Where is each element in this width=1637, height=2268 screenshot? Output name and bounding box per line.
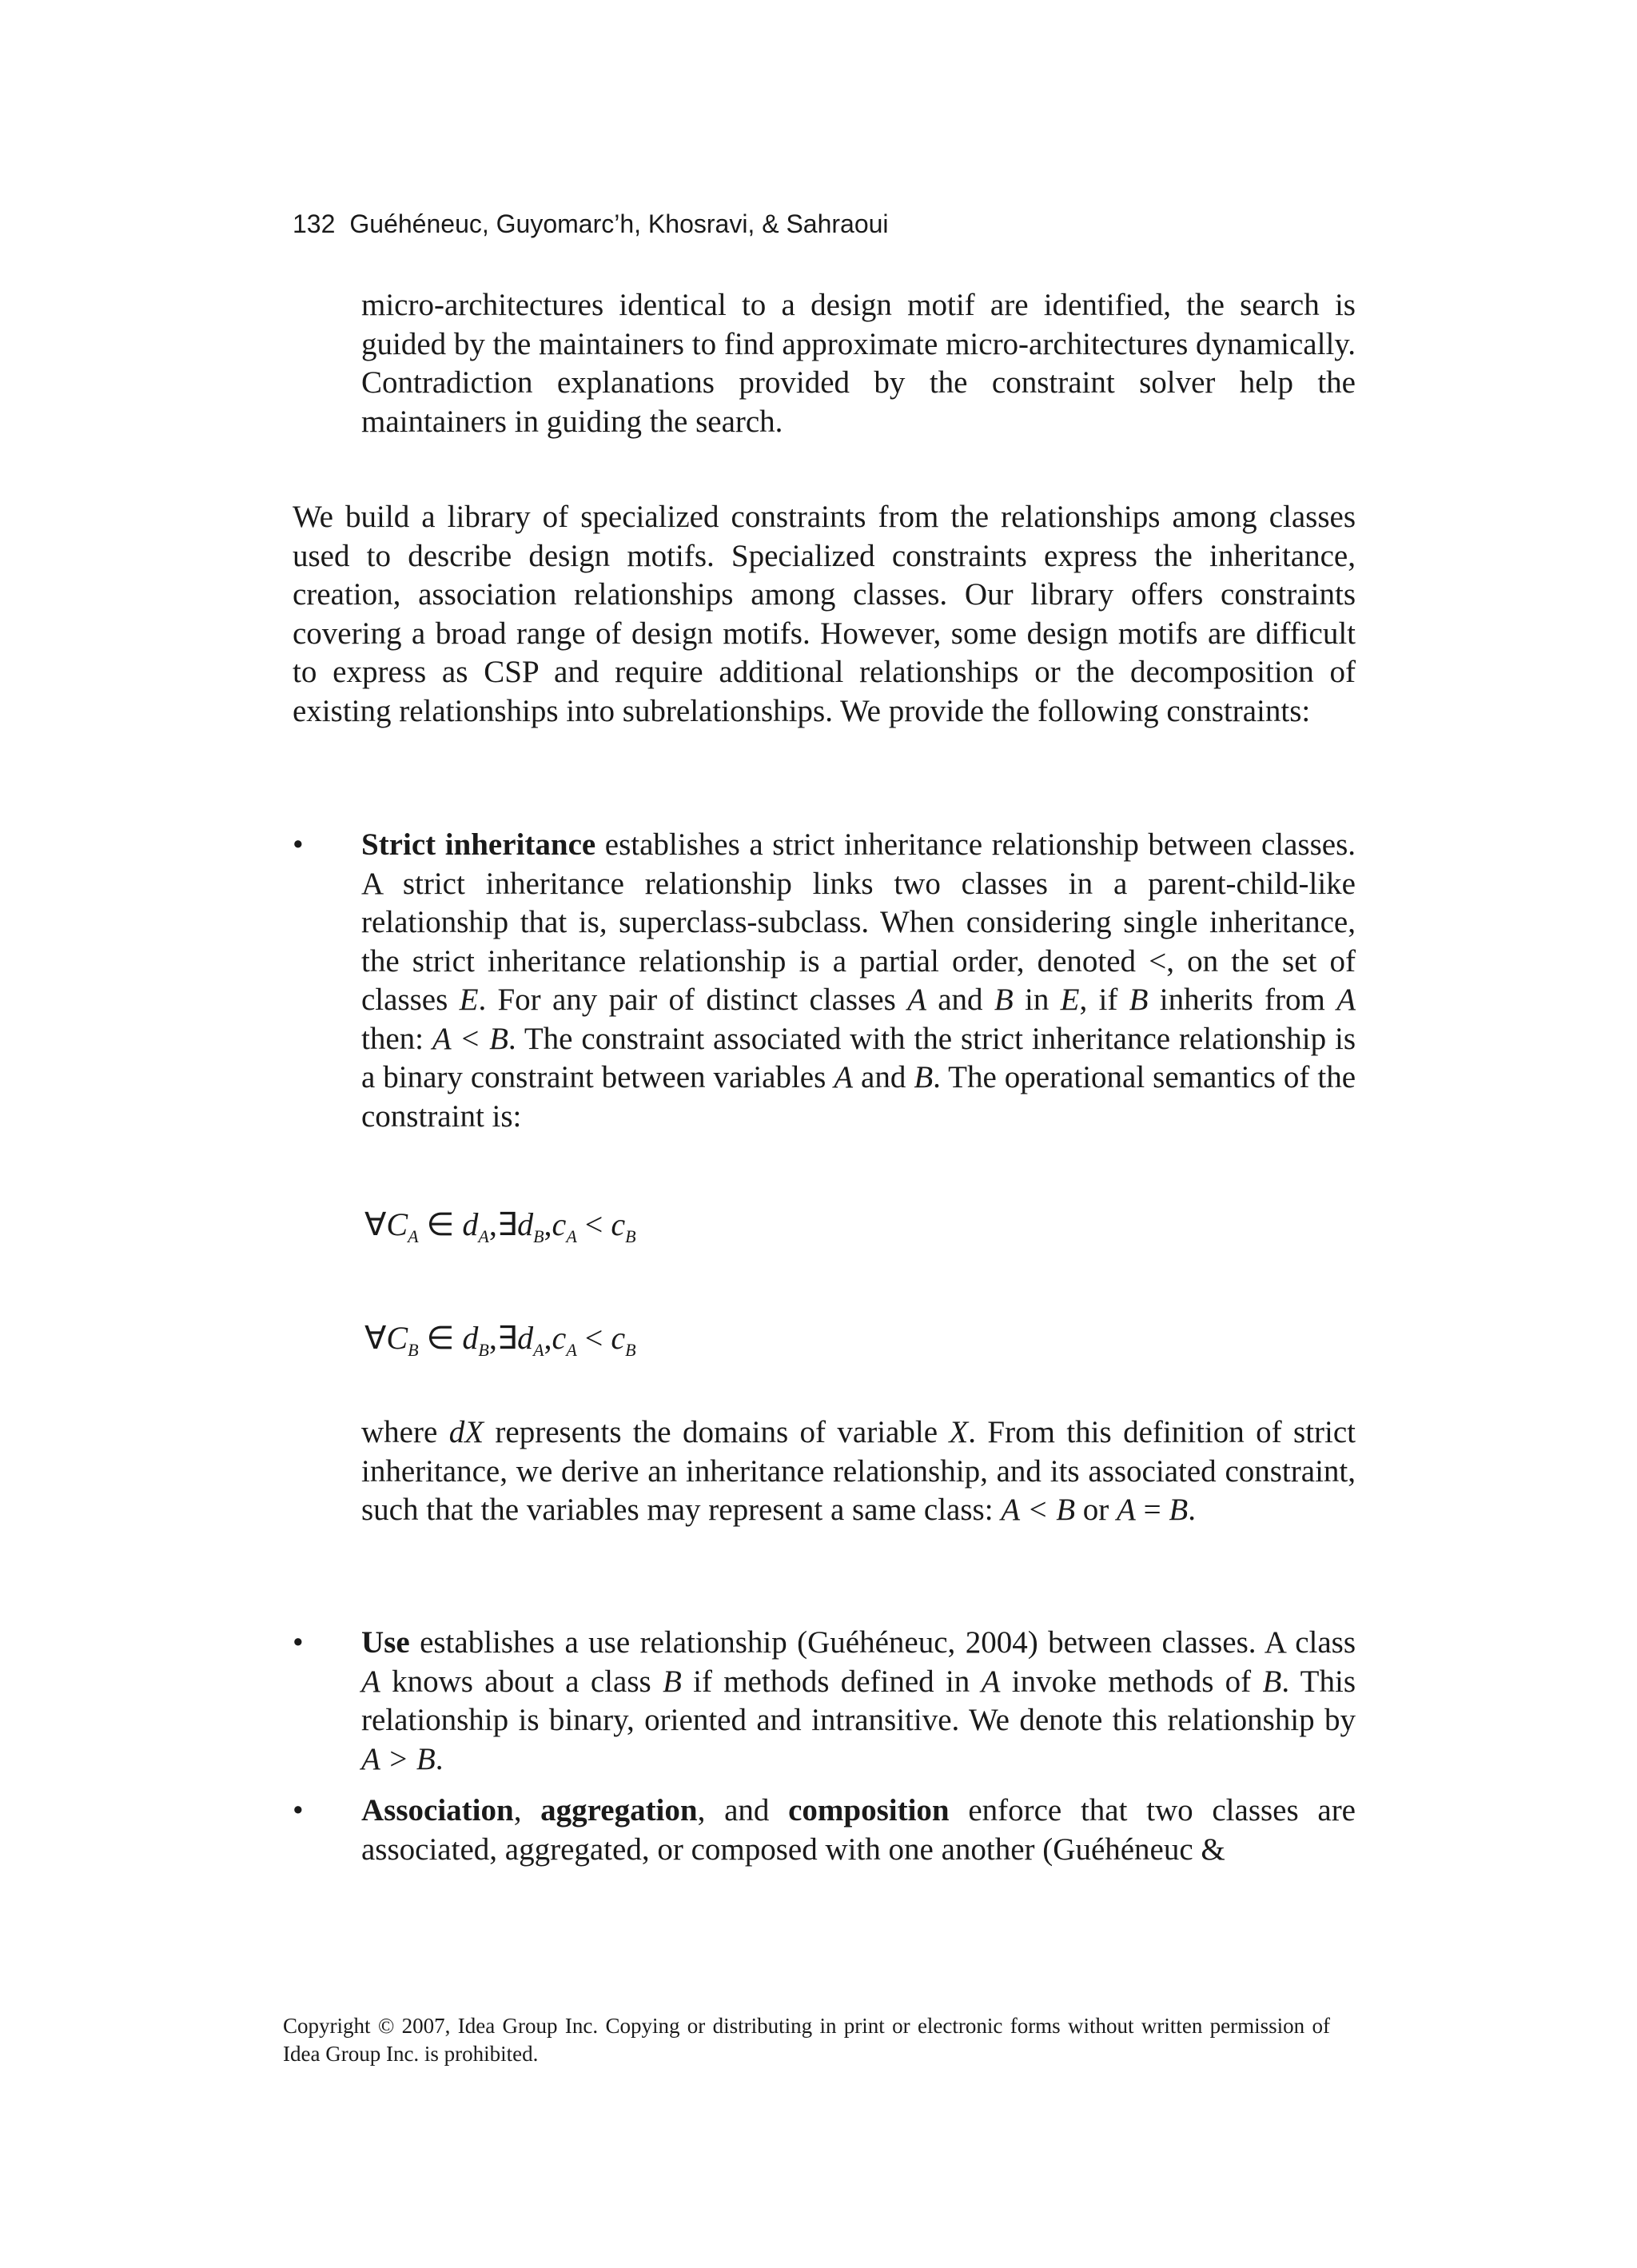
eq-sub: B: [625, 1226, 636, 1246]
relation: A > B: [361, 1741, 436, 1776]
eq-var: d: [462, 1320, 479, 1356]
text: inherits from: [1148, 983, 1337, 1017]
text: and: [853, 1060, 914, 1094]
var: A: [1117, 1493, 1136, 1527]
var: E: [459, 983, 479, 1017]
relation: A < B: [432, 1021, 508, 1056]
element-of-symbol: ∈: [418, 1206, 463, 1242]
intro-paragraph: We build a library of specialized constraints from the relationships among classes used to describe design motifs. Specialized constraints express the inheritance, creation, association relationships among classes. Our library offers constraints covering a broad range of design motifs. However, some design motifs are difficult to express as CSP and require additional relationships or the decomposition of existing relationships into subrelationships. We provide the following constraints:: [293, 500, 1356, 728]
var: E: [1060, 983, 1080, 1017]
text: establishes a use relationship (Guéhéneuc, 2004) between classes. A class: [409, 1625, 1356, 1660]
eq-comma: ,: [544, 1206, 552, 1242]
bullet-marker: •: [293, 1793, 304, 1828]
var: A: [1336, 983, 1356, 1017]
var: A: [361, 1664, 380, 1699]
eq-sub: A: [408, 1226, 419, 1246]
text: establishes a strict inheritance relationship between classes. A strict inheritance relationship links two classes in a parent-child-like relationship that is: [361, 827, 1356, 939]
copyright-footer: Copyright © 2007, Idea Group Inc. Copying or distributing in print or electronic forms without written permission of Idea Group Inc. is prohibited.: [283, 2014, 1330, 2066]
eq-sub: A: [478, 1226, 489, 1246]
term-association: Association: [361, 1793, 514, 1828]
association-item: [361, 1792, 1356, 1869]
less-than-symbol: <: [576, 1206, 611, 1242]
eq-var: C: [386, 1206, 408, 1242]
eq-sub: B: [478, 1340, 489, 1360]
text: .: [435, 1741, 444, 1776]
header-authors: Guéhéneuc, Guyomarc’h, Khosravi, & Sahraoui: [349, 209, 889, 238]
exists-symbol: ,∃: [488, 1206, 518, 1242]
var: B: [1262, 1664, 1282, 1699]
var: A: [907, 983, 926, 1017]
forall-symbol: ∀: [364, 1206, 387, 1242]
eq-var: c: [552, 1320, 567, 1356]
text: if methods defined in: [681, 1664, 982, 1699]
var: B: [1169, 1493, 1189, 1527]
text: represents the domains of variable: [484, 1415, 950, 1449]
exists-symbol: ,∃: [488, 1320, 518, 1356]
text: in: [1013, 983, 1061, 1017]
term-use: Use: [361, 1625, 410, 1660]
text: ,: [513, 1793, 541, 1828]
text: . The constraint associated with the strict inheritance relationship is a binary constraint between variables: [361, 1021, 1356, 1094]
text: . For any pair of distinct classes: [478, 983, 908, 1017]
eq-sub: B: [625, 1340, 636, 1360]
text: .: [1188, 1493, 1196, 1527]
term-composition: composition: [788, 1793, 950, 1828]
text: invoke methods of: [1000, 1664, 1263, 1699]
var: A: [834, 1060, 854, 1094]
text: =: [1135, 1493, 1169, 1527]
eq-comma: ,: [544, 1320, 552, 1356]
use-item: [361, 1624, 1356, 1779]
text: or: [1075, 1493, 1117, 1527]
text: The operational semantics of the constraint is:: [361, 1060, 1356, 1134]
text: .: [933, 1060, 941, 1094]
eq-var: d: [517, 1206, 534, 1242]
strict-inheritance-item: [361, 826, 1356, 1136]
element-of-symbol: ∈: [418, 1320, 463, 1356]
term-strict-inheritance: Strict inheritance: [361, 827, 596, 862]
text: enforce that two classes are associated, aggregated, or composed with one another (Guéhéneuc &: [361, 1793, 1356, 1867]
text: , and: [697, 1793, 789, 1828]
text: and: [926, 983, 994, 1017]
text: . From this definition of strict inheritance, we derive an inheritance relationship, and its associated constraint, such that the variables may represent a same class:: [361, 1415, 1356, 1527]
page-number: 132: [293, 209, 336, 238]
term-aggregation: aggregation: [540, 1793, 698, 1828]
var: B: [994, 983, 1014, 1017]
eq-var: d: [462, 1206, 479, 1242]
equation-2: [364, 1319, 636, 1361]
bullet-marker: •: [293, 827, 304, 862]
eq-var: c: [611, 1206, 626, 1242]
equation-1: [364, 1206, 636, 1247]
var: B: [914, 1060, 934, 1094]
eq-sub: B: [533, 1226, 544, 1246]
var: dX: [448, 1415, 484, 1449]
var: B: [662, 1664, 682, 1699]
eq-var: d: [517, 1320, 534, 1356]
bullet-marker: •: [293, 1625, 304, 1660]
text: then:: [361, 1021, 432, 1056]
text: where: [361, 1415, 449, 1449]
relation: A < B: [1001, 1493, 1076, 1527]
eq-sub: A: [533, 1340, 544, 1360]
text: knows about a class: [380, 1664, 663, 1699]
eq-sub: A: [566, 1226, 577, 1246]
where-paragraph: [361, 1413, 1356, 1530]
eq-var: c: [552, 1206, 567, 1242]
less-than-symbol: <: [576, 1320, 611, 1356]
text: ,: [599, 905, 607, 939]
eq-var: c: [611, 1320, 626, 1356]
text: . This relationship is binary, oriented and intransitive. We denote this relationship by: [361, 1664, 1356, 1737]
var: B: [1129, 983, 1149, 1017]
eq-var: C: [386, 1320, 408, 1356]
text: superclass-subclass. When considering single inheritance, the strict inheritance relationship is a partial order, denoted <, on the set of classes: [361, 905, 1356, 1017]
continuation-paragraph: micro-architectures identical to a design motif are identified, the search is guided by the maintainers to find approximate micro-architectures dynamically. Contradiction explanations provided by the constraint solver help the maintainers in guiding the search.: [361, 288, 1356, 439]
running-header: [293, 209, 889, 239]
forall-symbol: ∀: [364, 1320, 387, 1356]
eq-sub: B: [408, 1340, 419, 1360]
var: X: [949, 1415, 969, 1449]
text: , if: [1079, 983, 1129, 1017]
eq-sub: A: [566, 1340, 577, 1360]
var: A: [981, 1664, 1001, 1699]
